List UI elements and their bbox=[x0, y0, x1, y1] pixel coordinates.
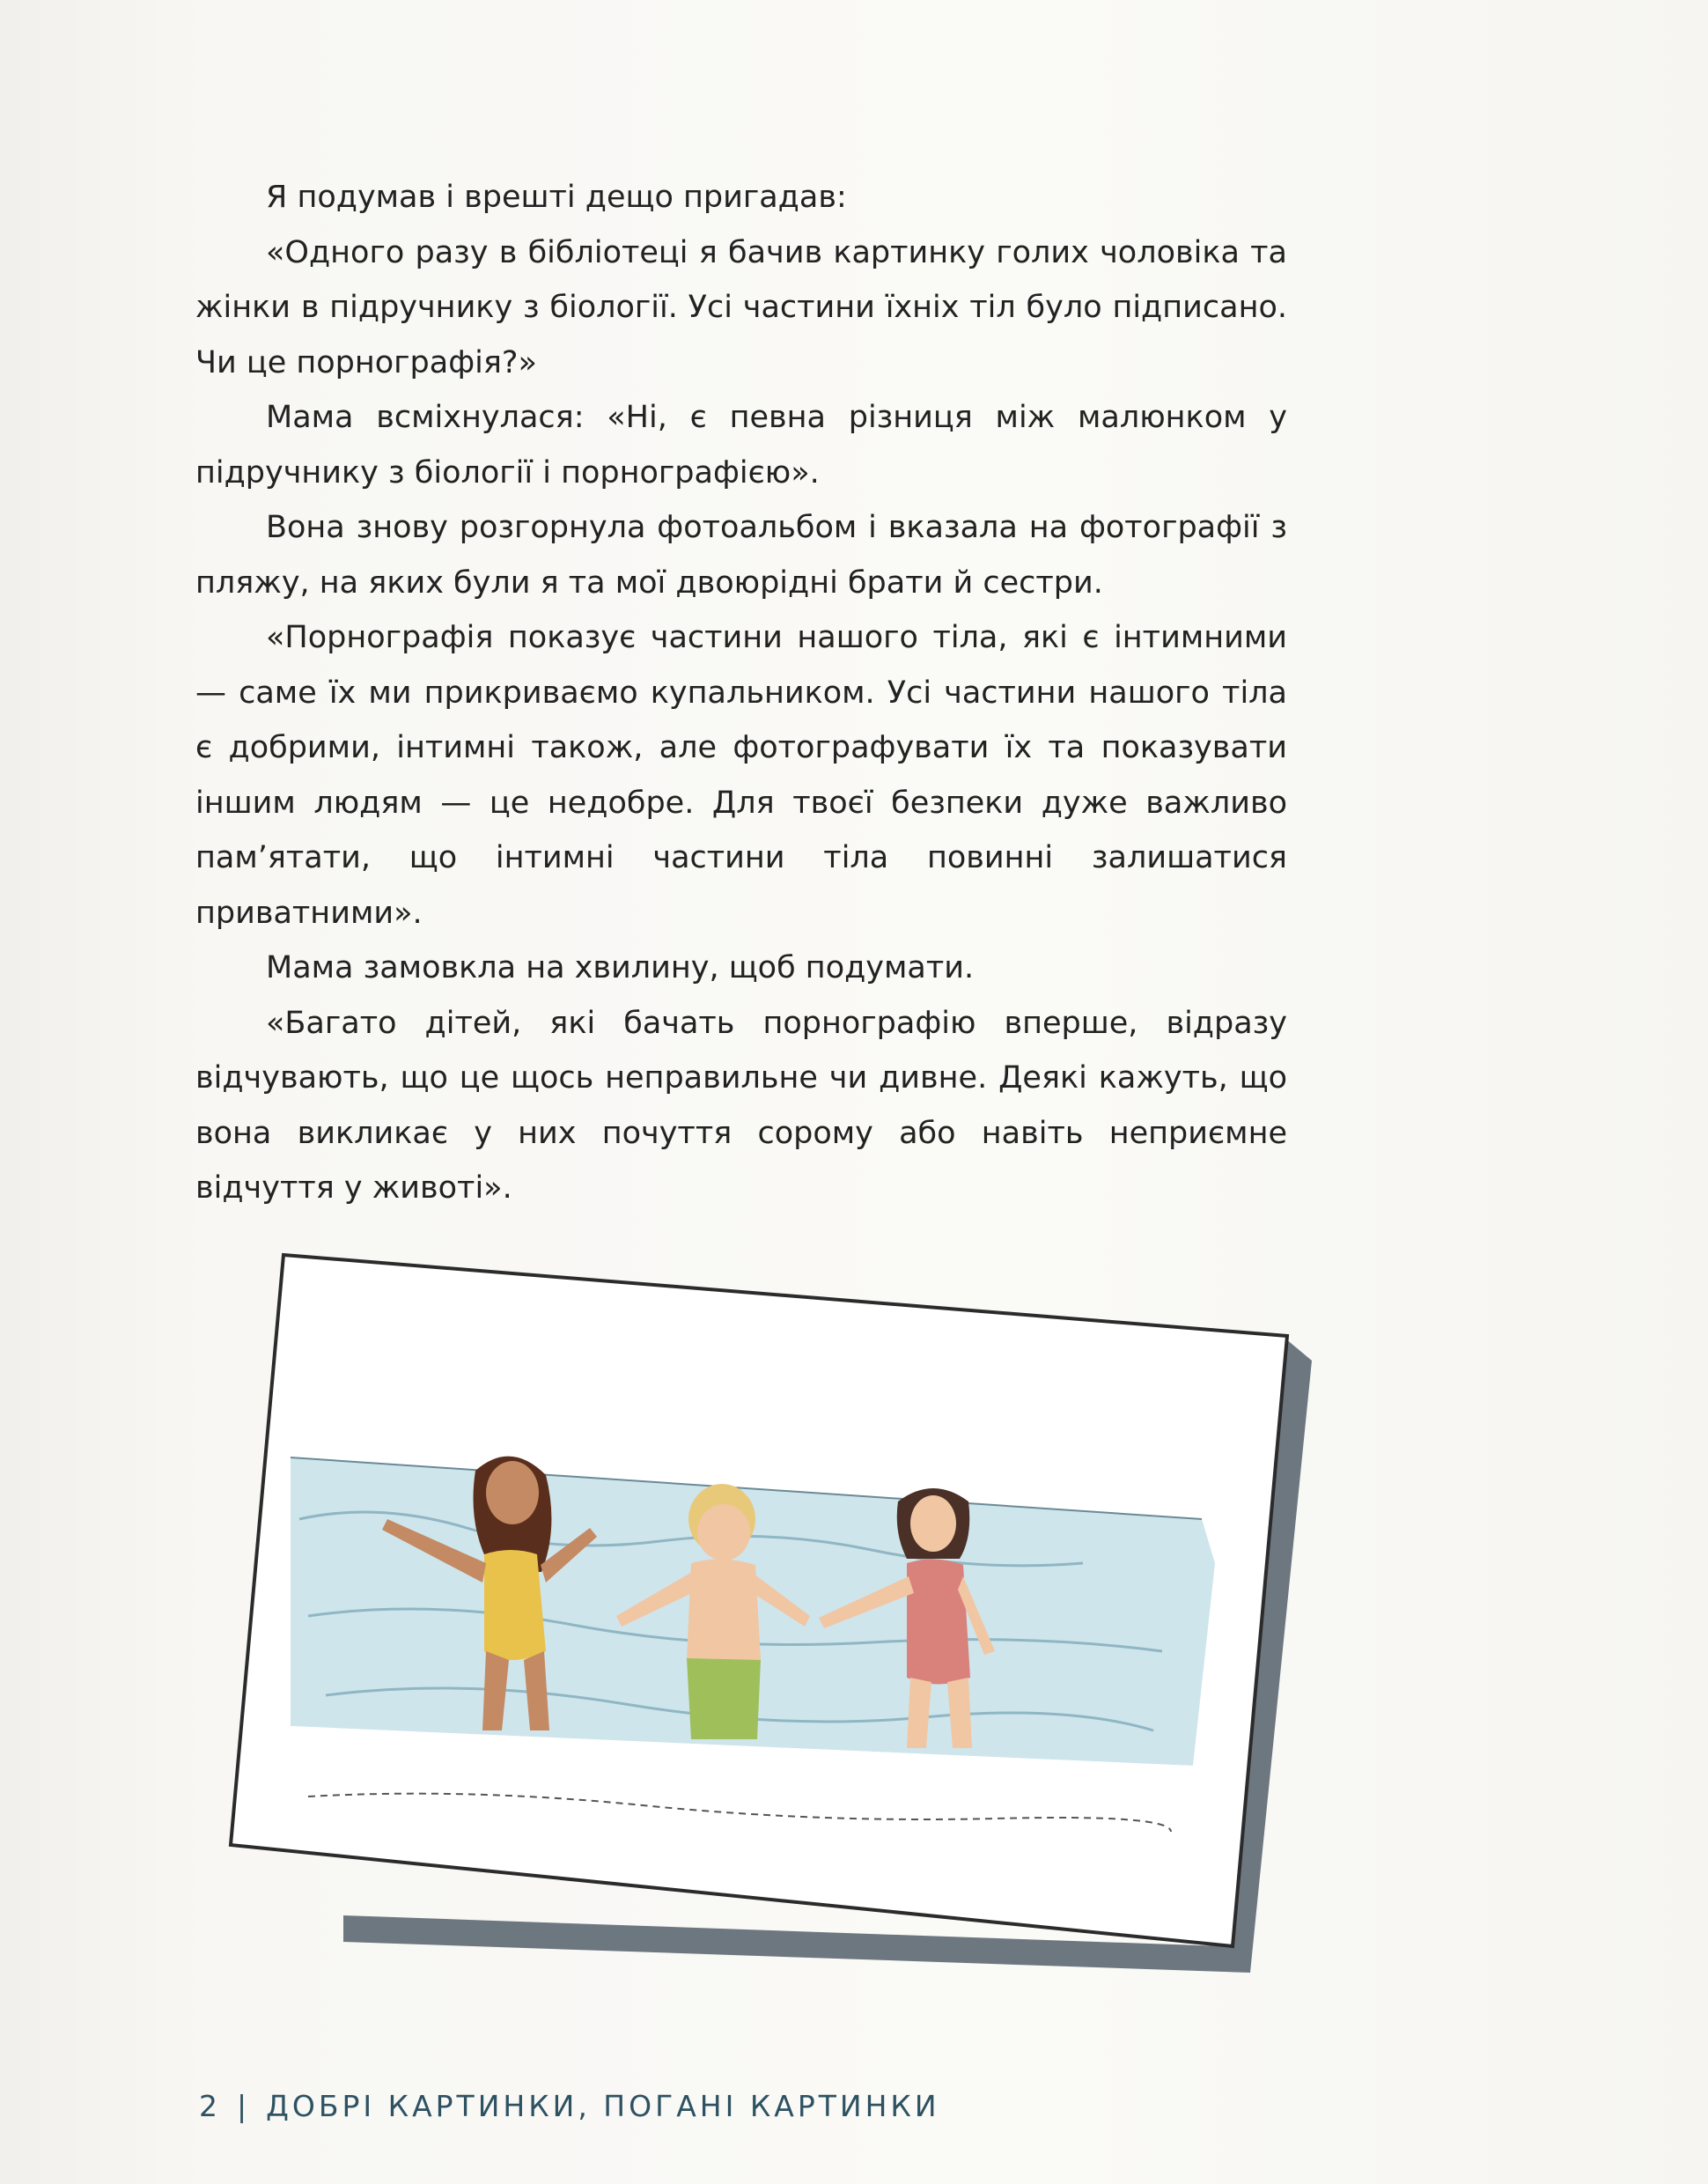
paragraph-6: Мама замовкла на хвилину, щоб подумати. bbox=[266, 950, 975, 985]
paragraph-4: Вона знову розгорнула фотоальбом і вказала на фотографії з пляжу, на яких були я та мої двоюрідні брати й сестри. bbox=[195, 510, 1287, 601]
paragraph-5: «Порнографія показує частини нашого тіла, які є інтимними — саме їх ми прикриваємо купальником. Усі частини нашого тіла є добрими, інтимні також, але фотографувати їх та показувати іншим людям — це недобре. Для твоєї безпеки дуже важливо пам’ятати, що інтимні частини тіла повинні залишатися приватними». bbox=[195, 620, 1287, 931]
body-text bbox=[195, 170, 1287, 1216]
page-number: 2 bbox=[199, 2089, 221, 2123]
beach-photo-svg bbox=[202, 1237, 1329, 1995]
beach-photo-illustration bbox=[202, 1237, 1329, 1995]
page-footer bbox=[199, 2089, 940, 2123]
footer-separator: | bbox=[237, 2089, 251, 2123]
paragraph-7: «Багато дітей, які бачать порнографію вперше, відразу відчувають, що це щось неправильне чи дивне. Деякі кажуть, що вона викликає у них почуття сорому або навіть неприємне відчуття у животі». bbox=[195, 1005, 1287, 1206]
running-title: ДОБРІ КАРТИНКИ, ПОГАНІ КАРТИНКИ bbox=[266, 2089, 940, 2123]
paragraph-1: Я подумав і врешті дещо пригадав: bbox=[266, 180, 847, 215]
paragraph-3: Мама всміхнулася: «Ні, є певна різниця між малюнком у підручнику з біології і порнографією». bbox=[195, 400, 1287, 491]
paragraph-2: «Одного разу в бібліотеці я бачив картинку голих чоловіка та жінки в підручнику з біології. Усі частини їхніх тіл було підписано. Чи це порнографія?» bbox=[195, 234, 1287, 380]
